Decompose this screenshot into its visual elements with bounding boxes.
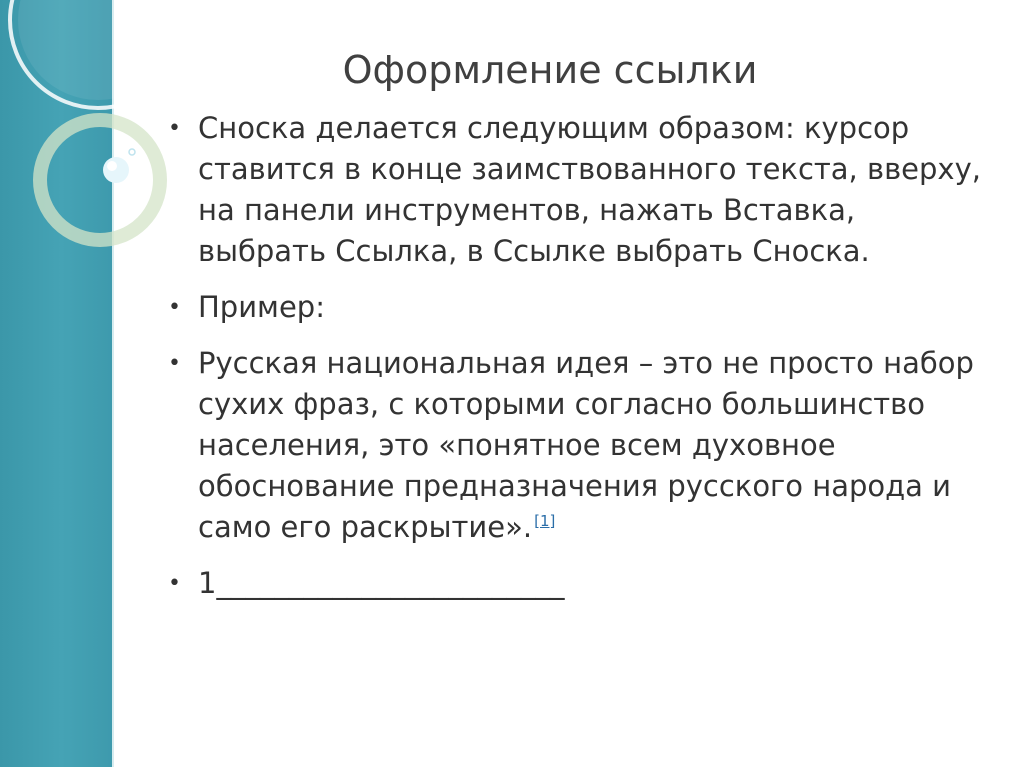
bullet-item — [168, 287, 988, 328]
arc-rings-decoration-icon — [0, 0, 180, 320]
bullet-list — [168, 108, 988, 619]
bullet-text: Сноска делается следующим образом: курсор ставится в конце заимствованного текста, вверху, на панели инструментов, нажать Вставка, выбрать Ссылка, в Ссылке выбрать Сноска. — [198, 111, 981, 268]
bullet-item — [168, 108, 988, 272]
bullet-item — [168, 343, 988, 548]
bullet-dot-icon: • — [168, 571, 181, 596]
footnote-reference-link[interactable]: [1] — [534, 512, 556, 531]
slide-title: Оформление ссылки — [342, 48, 758, 92]
footnote-line: 1________________________ — [198, 566, 565, 600]
bullet-dot-icon: • — [168, 351, 181, 376]
bullet-dot-icon: • — [168, 295, 181, 320]
bullet-text: Русская национальная идея – это не просто набор сухих фраз, с которыми согласно большинство населения, это «понятное всем духовное обоснование предназначения русского народа и само его раскрытие». — [198, 346, 974, 544]
bullet-item — [168, 563, 988, 604]
bullet-dot-icon: • — [168, 116, 181, 141]
bullet-text: Пример: — [198, 290, 325, 324]
